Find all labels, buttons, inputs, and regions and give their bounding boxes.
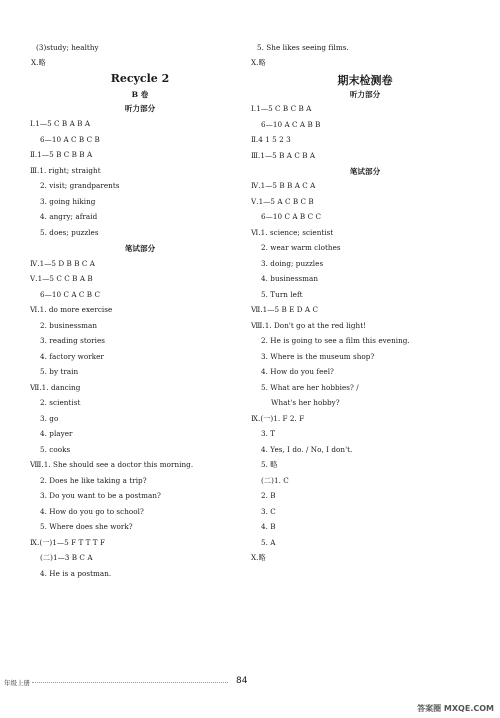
text-line: 2. B — [261, 491, 276, 500]
text-line: 6—10 C A B C C — [261, 212, 322, 221]
text-line: 4. angry; afraid — [40, 212, 98, 221]
text-line: 4. How do you go to school? — [40, 507, 144, 516]
text-line: 2. wear warm clothes — [261, 243, 341, 252]
footer-grade-label: 年级上册 — [4, 679, 30, 687]
text-line: Ⅹ.略 — [31, 58, 46, 67]
text-line: 2. He is going to see a film this evening. — [261, 336, 410, 345]
text-line: 2. visit; grandparents — [40, 181, 120, 190]
section-heading: 期末检测卷 — [337, 74, 393, 87]
text-line: Ⅶ.1—5 B E D A C — [251, 305, 319, 314]
text-line: Ⅵ.1. science; scientist — [251, 228, 334, 237]
text-line: 3. reading stories — [40, 336, 106, 345]
text-line: Ⅱ.1—5 B C B B A — [30, 150, 93, 159]
section-subheading: 听力部分 — [124, 104, 156, 113]
text-line: Ⅳ.1—5 D B B C A — [30, 259, 95, 268]
watermark-logo: 答案圈 MXQE.COM — [417, 704, 494, 713]
text-line: (二)1. C — [261, 476, 289, 485]
text-line: Ⅲ.1—5 B A C B A — [251, 151, 316, 160]
text-line: Ⅱ.4 1 5 2 3 — [251, 135, 291, 144]
text-line: 5. Turn left — [261, 290, 303, 299]
text-line: 3. T — [261, 429, 276, 438]
text-line: Ⅸ.(一)1. F 2. F — [251, 414, 305, 423]
text-line: Ⅷ.1. Don't go at the red light! — [251, 321, 367, 330]
text-line: Ⅷ.1. She should see a doctor this morning. — [30, 460, 194, 469]
text-line: 2. Does he like taking a trip? — [40, 476, 147, 485]
text-line: 3. Do you want to be a postman? — [40, 491, 161, 500]
text-line: 4. businessman — [261, 274, 319, 283]
text-line: 5. does; puzzles — [40, 228, 99, 237]
text-line: Ⅹ.略 — [251, 58, 266, 67]
section-subheading: B 卷 — [131, 90, 149, 99]
text-line: 2. scientist — [40, 398, 81, 407]
page-number: 84 — [236, 676, 248, 686]
text-line: 4. factory worker — [40, 352, 104, 361]
text-line: Ⅵ.1. do more exercise — [30, 305, 113, 314]
text-line: 5. Where does she work? — [40, 522, 133, 531]
text-line: 4. Yes, I do. / No, I don't. — [261, 445, 353, 454]
text-line: What's her hobby? — [271, 398, 340, 407]
text-line: 6—10 C A C B C — [40, 290, 101, 299]
text-line: Ⅰ.1—5 C B C B A — [251, 104, 312, 113]
text-line: Ⅳ.1—5 B B A C A — [251, 181, 316, 190]
text-line: 5. What are her hobbies? / — [261, 383, 359, 392]
text-line: 5. by train — [40, 367, 79, 376]
text-line: 3. Where is the museum shop? — [261, 352, 375, 361]
section-heading: Recycle 2 — [110, 72, 170, 85]
footer-divider — [32, 682, 228, 683]
text-line: Ⅹ.略 — [251, 553, 266, 562]
text-line: 3. go — [40, 414, 59, 423]
text-line: (二)1—3 B C A — [40, 553, 93, 562]
section-subheading: 笔试部分 — [124, 244, 156, 253]
text-line: 5. 略 — [261, 460, 278, 469]
text-line: Ⅴ.1—5 C C B A B — [30, 274, 93, 283]
text-line: (3)study; healthy — [36, 43, 99, 52]
text-line: 3. doing; puzzles — [261, 259, 324, 268]
text-line: 5. cooks — [40, 445, 71, 454]
text-line: 6—10 A C B C B — [40, 135, 100, 144]
text-line: Ⅸ.(一)1—5 F T T T F — [30, 538, 106, 547]
section-subheading: 笔试部分 — [349, 167, 381, 176]
section-subheading: 听力部分 — [349, 90, 381, 99]
text-line: 3. going hiking — [40, 197, 96, 206]
text-line: Ⅰ.1—5 C B A B A — [30, 119, 91, 128]
text-line: 4. B — [261, 522, 276, 531]
text-line: 4. player — [40, 429, 73, 438]
text-line: 2. businessman — [40, 321, 98, 330]
text-line: 3. C — [261, 507, 276, 516]
text-line: Ⅲ.1. right; straight — [30, 166, 101, 175]
text-line: 4. How do you feel? — [261, 367, 334, 376]
text-line: 5. She likes seeing films. — [257, 43, 349, 52]
text-line: 6—10 A C A B B — [261, 120, 321, 129]
text-line: Ⅶ.1. dancing — [30, 383, 81, 392]
text-line: 4. He is a postman. — [40, 569, 112, 578]
text-line: 5. A — [261, 538, 276, 547]
text-line: Ⅴ.1—5 A C B C B — [251, 197, 314, 206]
